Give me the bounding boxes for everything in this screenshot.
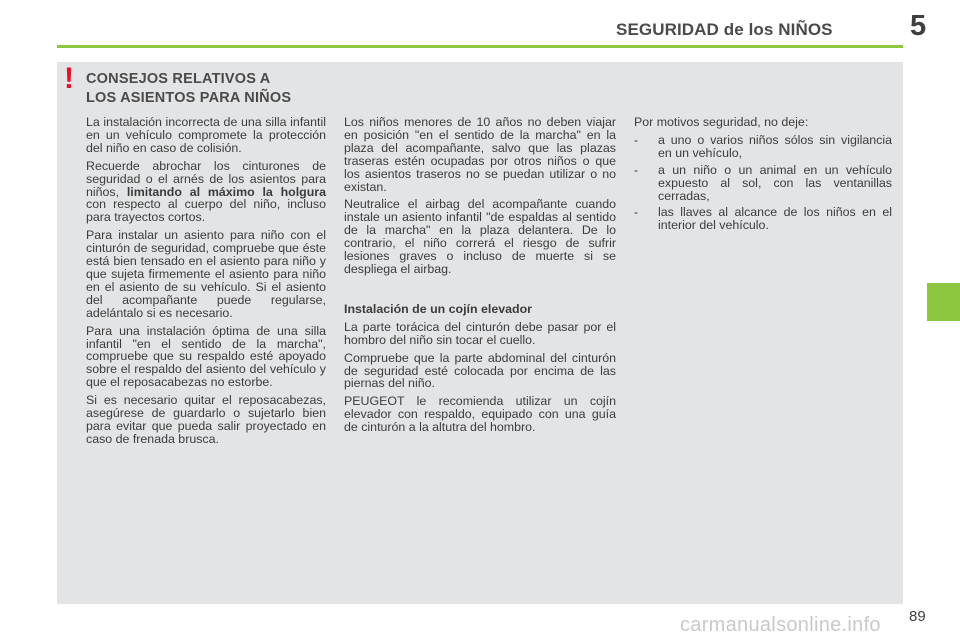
dash-bullet: - [634,205,639,220]
list-item-text: las llaves al alcance de los niños en el interior del vehículo. [658,205,892,233]
list-intro: Por motivos seguridad, no deje: [634,115,809,129]
list-item-text: a un niño o un animal en un vehículo expuesto al sol, con las ventanillas cerradas, [658,162,892,203]
page-number: 89 [909,608,926,625]
paragraph-text: con respecto al cuerpo del niño, incluso para trayectos cortos. [86,197,326,225]
list-item-text: a uno o varios niños sólos sin vigilancia en un vehículo, [658,132,892,160]
section-title-line-1: CONSEJOS RELATIVOS A [86,71,271,87]
section-title [86,70,346,108]
paragraph: La instalación incorrecta de una silla infantil en un vehículo compromete la protección del niño en caso de colisión. [86,115,326,155]
paragraph: Para instalar un asiento para niño con el cinturón de seguridad, compruebe que éste está bien tensado en el asiento para niño y que sujeta firmemente el asiento para niño en el asiento de su vehículo. Si el asiento del acompañante puede regularse, adelántalo si es necesario. [86,228,326,320]
paragraph: Neutralice el airbag del acompañante cuando instale un asiento infantil "de espaldas al sentido de la marcha" en la plaza delantera. De lo contrario, el niño correrá el riesgo de sufrir lesiones graves o incluso de muerte si se despliega el airbag. [344,197,616,276]
paragraph: Los niños menores de 10 años no deben viajar en posición "en el sentido de la marcha" en la plaza del acompañante, salvo que las plazas traseras estén ocupadas por otros niños o que los asientos traseros no se puedan utilizar o no existan. [344,115,616,194]
text-column-1 [86,116,326,451]
chapter-number: 5 [910,10,927,42]
dash-bullet: - [634,132,639,147]
warning-exclamation-icon: ! [64,62,74,95]
list-item [634,134,892,160]
emphasis-text: limitando al máximo la holgura [126,184,326,199]
section-title-line-2: LOS ASIENTOS PARA NIÑOS [86,90,292,106]
watermark-text: carmanualsonline.info [680,614,881,636]
paragraph: Compruebe que la parte abdominal del cinturón de seguridad esté colocada por encima de las piernas del niño. [344,350,616,391]
chapter-side-tab [927,283,960,321]
text-column-3 [634,116,892,236]
page-header-title: SEGURIDAD de los NIÑOS [616,20,833,39]
list-item [634,206,892,232]
paragraph: PEUGEOT le recomienda utilizar un cojín elevador con respaldo, equipado con una guía de cinturón a la altutra del hombro. [344,394,616,435]
paragraph: Si es necesario quitar el reposacabezas, asegúrese de guardarlo o sujetarlo bien para evitar que pueda salir proyectado en caso de frenada brusca. [86,393,326,446]
paragraph-text: Recuerde abrochar los cinturones de seguridad o el arnés de los asientos para niños, [86,158,326,199]
dash-bullet: - [634,162,639,177]
subheading-booster-cushion: Instalación de un cojín elevador [344,301,532,316]
text-column-2 [344,116,616,439]
header-divider [57,45,903,48]
list-item [634,164,892,203]
paragraph [86,160,326,225]
paragraph: Para una instalación óptima de una silla infantil "en el sentido de la marcha", compruebe que su respaldo esté apoyado sobre el respaldo del asiento del vehículo y que el reposacabezas no estorbe. [86,323,326,390]
warning-list [634,134,892,232]
paragraph: La parte torácica del cinturón debe pasar por el hombro del niño sin tocar el cuello. [344,319,616,347]
